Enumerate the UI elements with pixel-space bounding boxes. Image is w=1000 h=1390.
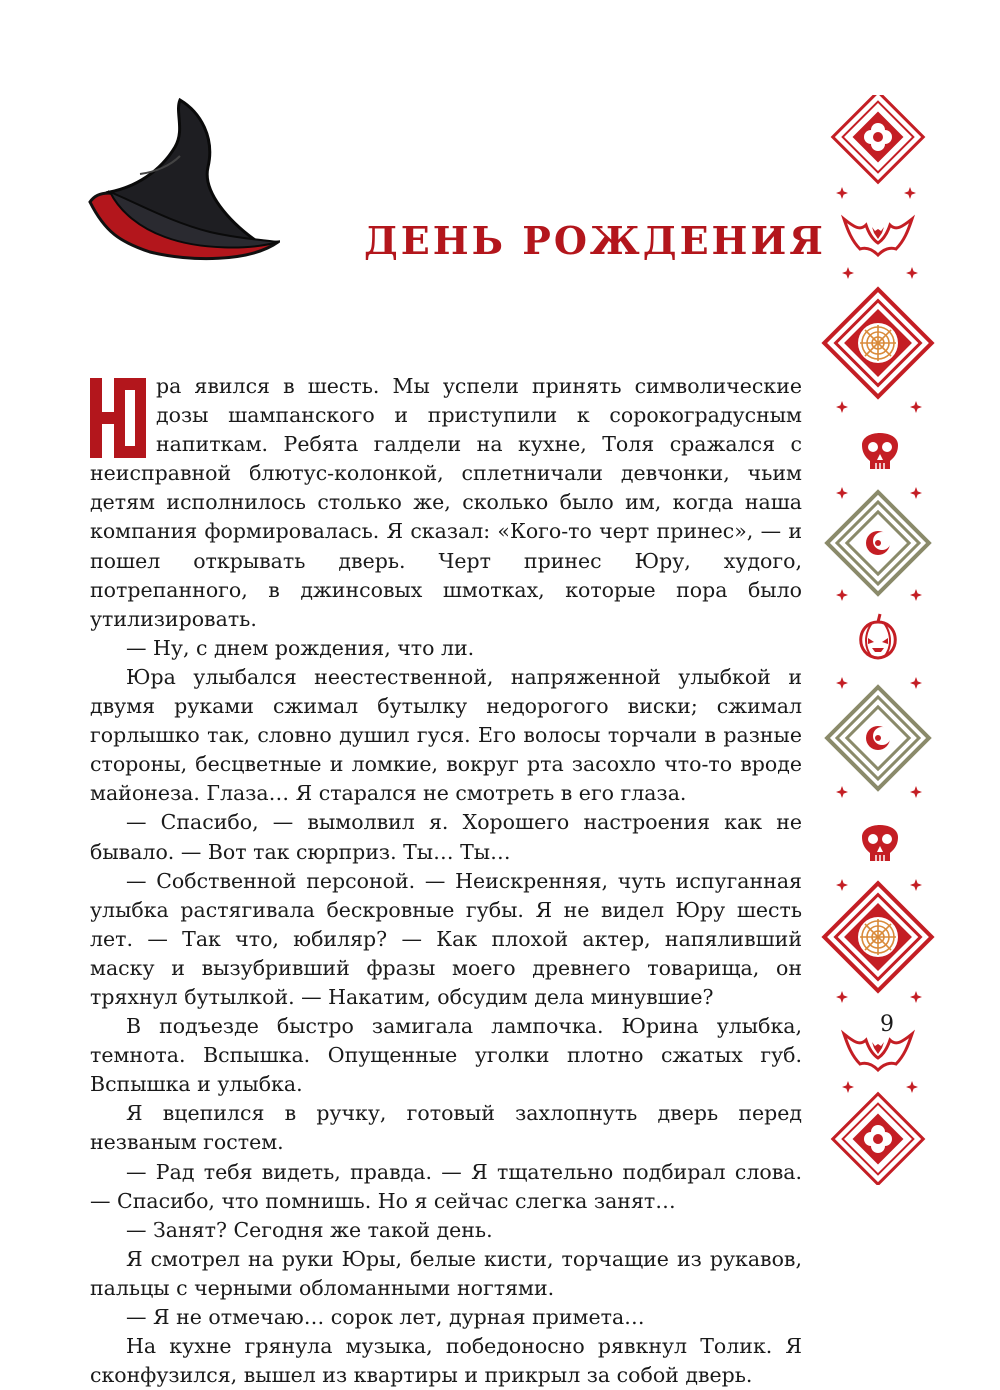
drop-cap [90, 378, 146, 458]
sparkle-icon [910, 401, 922, 413]
sparkle-icon [836, 786, 848, 798]
paragraph: — Я не отмечаю… сорок лет, дурная примета… [126, 1305, 645, 1329]
bat-icon [844, 219, 912, 255]
sparkle-icon [910, 487, 922, 499]
paragraph: Я смотрел на руки Юры, белые кисти, торчащие из рукавов, пальцы с черными обломанными ногтями. [90, 1246, 802, 1300]
sparkle-icon [836, 589, 848, 601]
paragraph: На кухне грянула музыка, победоносно рявкнул Толик. Я сконфузился, вышел из квартиры и прикрыл за собой дверь. [90, 1334, 802, 1388]
paragraph: — Занят? Сегодня же такой день. [126, 1217, 493, 1242]
paragraph: — Ну, с днем рождения, что ли. [126, 635, 475, 660]
chapter-text [90, 372, 802, 1390]
spiderweb-icon [824, 883, 931, 990]
sparkle-icon [910, 589, 922, 601]
sparkle-icon [842, 1081, 854, 1093]
page-number: 9 [880, 1012, 894, 1037]
sparkle-icon [842, 267, 854, 279]
sparkle-icon [836, 401, 848, 413]
witch-hat-icon [80, 92, 280, 272]
crescent-moon-icon [827, 687, 929, 789]
quatrefoil-icon [833, 1094, 924, 1185]
sparkle-icon [906, 267, 918, 279]
sparkle-icon [836, 677, 848, 689]
sparkle-icon [910, 879, 922, 891]
sparkle-icon [906, 1081, 918, 1093]
spiderweb-icon [824, 289, 931, 396]
sparkle-icon [836, 187, 848, 199]
paragraph: — Собственной персоной. — Неискренняя, чуть испуганная улыбка растягивала бескровные губы. Я не видел Юру шесть лет. — Так что, юбиляр? — Как плохой актер, напяливший маску и вызубривший фразы моего древнего товарища, он тряхнул бутылкой. — Накатим, обсудим дела минувшие? [90, 868, 802, 1009]
sparkle-icon [910, 991, 922, 1003]
pumpkin-icon [861, 614, 896, 658]
paragraph: — Спасибо, — вымолвил я. Хорошего настроения как не бывало. — Вот так сюрприз. Ты… Ты… [90, 810, 802, 864]
sparkle-icon [836, 879, 848, 891]
paragraph: — Рад тебя видеть, правда. — Я тщательно подбирал слова. — Спасибо, что помнишь. Но я сейчас слегка занят… [90, 1159, 802, 1213]
skull-icon [862, 825, 898, 861]
sparkle-icon [904, 187, 916, 199]
chapter-title: ДЕНЬ РОЖДЕНИЯ [364, 218, 826, 263]
paragraph: Юра улыбался неестественной, напряженной улыбкой и двумя руками сжимал бутылку недорогого виски; сжимал горлышко так, словно душил гуся. Его волосы торчали в разные стороны, бесцветные и ломкие, вокруг рта засохло что-то вроде майонеза. Глаза… Я старался не смотреть в его глаза. [90, 664, 802, 806]
sparkle-icon [836, 487, 848, 499]
skull-icon [862, 433, 898, 469]
paragraph: ра явился в шесть. Мы успели принять символические дозы шампанского и приступили к сорокоградусным напиткам. Ребята галдели на кухне, Толя сражался с неисправной блютус-колонкой, сплетничали девчонки, чьим детям исполнилось столько же, сколько было им, когда наша компания формировалась. Я сказал: «Кого-то черт принес», — и пошел открывать дверь. Черт принес Юру, худого, потрепанного, в джинсовых шмотках, которые пора было утилизировать. [90, 374, 802, 631]
sparkle-icon [836, 991, 848, 1003]
sparkle-icon [910, 786, 922, 798]
quatrefoil-icon [833, 95, 924, 182]
bat-icon [844, 1034, 912, 1070]
crescent-moon-icon [827, 492, 929, 594]
paragraph: Я вцепился в ручку, готовый захлопнуть дверь перед незваным гостем. [90, 1101, 802, 1155]
paragraph: В подъезде быстро замигала лампочка. Юрина улыбка, темнота. Вспышка. Опущенные уголки плотно сжатых губ. Вспышка и улыбка. [90, 1014, 802, 1097]
sparkle-icon [910, 677, 922, 689]
